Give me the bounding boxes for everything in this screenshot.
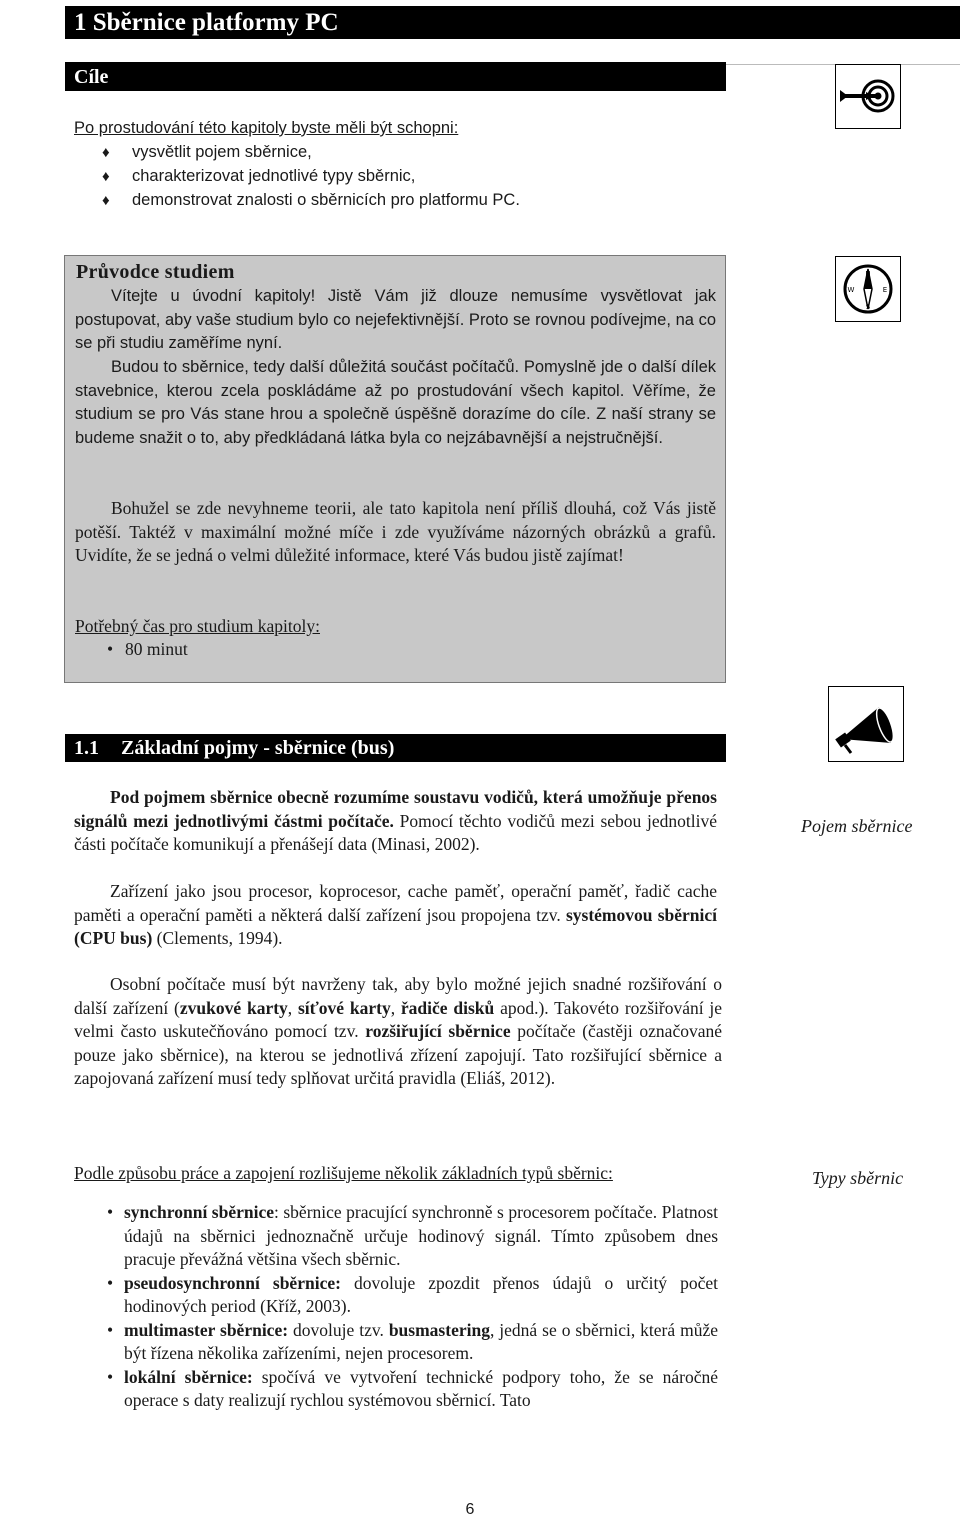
- section-title: Základní pojmy - sběrnice (bus): [121, 737, 395, 759]
- list-item: • pseudosynchronní sběrnice: dovoluje zpozdit přenos údajů o určitý počet hodinových period (Kříž, 2003).: [107, 1272, 718, 1316]
- goals-intro: Po prostudování této kapitoly byste měli být schopni:: [74, 119, 459, 137]
- list-item: • synchronní sběrnice: sběrnice pracující synchronně s procesorem počítače. Platnost údajů na sběrnici jednoznačně určuje hodinový signál. Tímto způsobem dnes pracuje převážná většina všech sběrnic.: [107, 1202, 718, 1269]
- bus-types-list: [74, 1201, 718, 1413]
- margin-label-bus-types: Typy sběrnic: [812, 1168, 904, 1188]
- svg-text:N: N: [865, 270, 871, 278]
- diamond-bullet-icon: ♦: [102, 192, 110, 209]
- svg-text:S: S: [865, 303, 871, 311]
- svg-text:E: E: [882, 286, 888, 294]
- list-item: • lokální sběrnice: spočívá ve vytvoření technické podpory toho, že se náročné operace s daty realizují rychlou systémovou sběrnicí. Tato: [107, 1366, 718, 1410]
- chapter-title: 1 Sběrnice platformy PC: [65, 6, 960, 39]
- list-item: • multimaster sběrnice: dovoluje tzv. busmastering, jedná se o sběrnici, která může být řízena několika zařízeními, nejen procesorem.: [107, 1319, 718, 1363]
- study-time-label: Potřebný čas pro studium kapitoly:: [75, 616, 320, 636]
- body-paragraph: Osobní počítače musí být navrženy tak, aby bylo možné jejich snadné rozšiřování o další zařízení (zvukové karty, síťové karty, řadiče disků apod.). Takovéto rozšiřování je velmi často uskutečňováno pomocí tzv. rozšiřující sběrnice počítače (častěji označované pouze jako sběrnice), na kterou se jednotlivá zřízení zapojují. Tato rozšiřující sběrnice a zapojovaná zařízení musí tedy splňovat určitá pravidla (Eliáš, 2012).: [74, 974, 723, 1088]
- section-number: 1.1: [74, 737, 99, 759]
- compass-icon: [835, 256, 901, 322]
- svg-text:W: W: [847, 286, 855, 294]
- bus-types-intro: Podle způsobu práce a zapojení rozlišujeme několik základních typů sběrnic:: [74, 1163, 613, 1183]
- diamond-bullet-icon: ♦: [102, 144, 110, 161]
- study-guide-paragraph: Budou to sběrnice, tedy další důležitá součást počítačů. Pomyslně jde o další dílek stavebnice, kterou zcela poskládáme až po prostudování všech kapitol. Věříme, že studium se pro Vás stane hrou a společně úspěšně dorazíme do cíle. Z naší strany se budeme snažit o to, aby předkládaná látka byla co nejzábavnější a nejstručnější.: [75, 358, 716, 447]
- goals-header: Cíle: [65, 62, 726, 91]
- target-icon: [835, 64, 901, 129]
- page-number: 6: [465, 1501, 475, 1518]
- body-paragraph: Pod pojmem sběrnice obecně rozumíme soustavu vodičů, která umožňuje přenos signálů mezi jednotlivými částmi počítače. Pomocí těchto vodičů mezi sebou jednotlivé části počítače komunikují a přenášejí data (Minasi, 2002).: [74, 787, 717, 854]
- study-guide-paragraph: Vítejte u úvodní kapitoly! Jistě Vám již dlouze nemusíme vysvětlovat jak postupovat, aby vaše studium bylo co nejefektivnější. Proto se rovnou podívejme, na co se při studiu zaměříme nyní.: [75, 287, 716, 352]
- body-paragraph: Zařízení jako jsou procesor, koprocesor, cache paměť, operační paměť, řadič cache paměti a operační paměti a některá další zařízení jsou propojena tzv. systémovou sběrnicí (CPU bus) (Clements, 1994).: [74, 881, 718, 948]
- diamond-bullet-icon: ♦: [102, 168, 110, 185]
- study-guide-paragraph: Bohužel se zde nevyhneme teorii, ale tato kapitola není příliš dlouhá, což Vás jistě potěší. Taktéž v maximální možné míče i zde využíváme názorných obrázků a grafů. Uvidíte, že se jedná o velmi důležité informace, které Vás budou jistě zajímat!: [75, 498, 716, 565]
- margin-label-bus-concept: Pojem sběrnice: [801, 816, 913, 836]
- section-header: [65, 734, 726, 762]
- megaphone-icon: [828, 686, 904, 762]
- study-guide-title: Průvodce studiem: [76, 261, 235, 283]
- bus-definition: Pod pojmem sběrnice obecně rozumíme soustavu vodičů, která umožňuje přenos signálů mezi jednotlivými částmi počítače.: [74, 787, 717, 831]
